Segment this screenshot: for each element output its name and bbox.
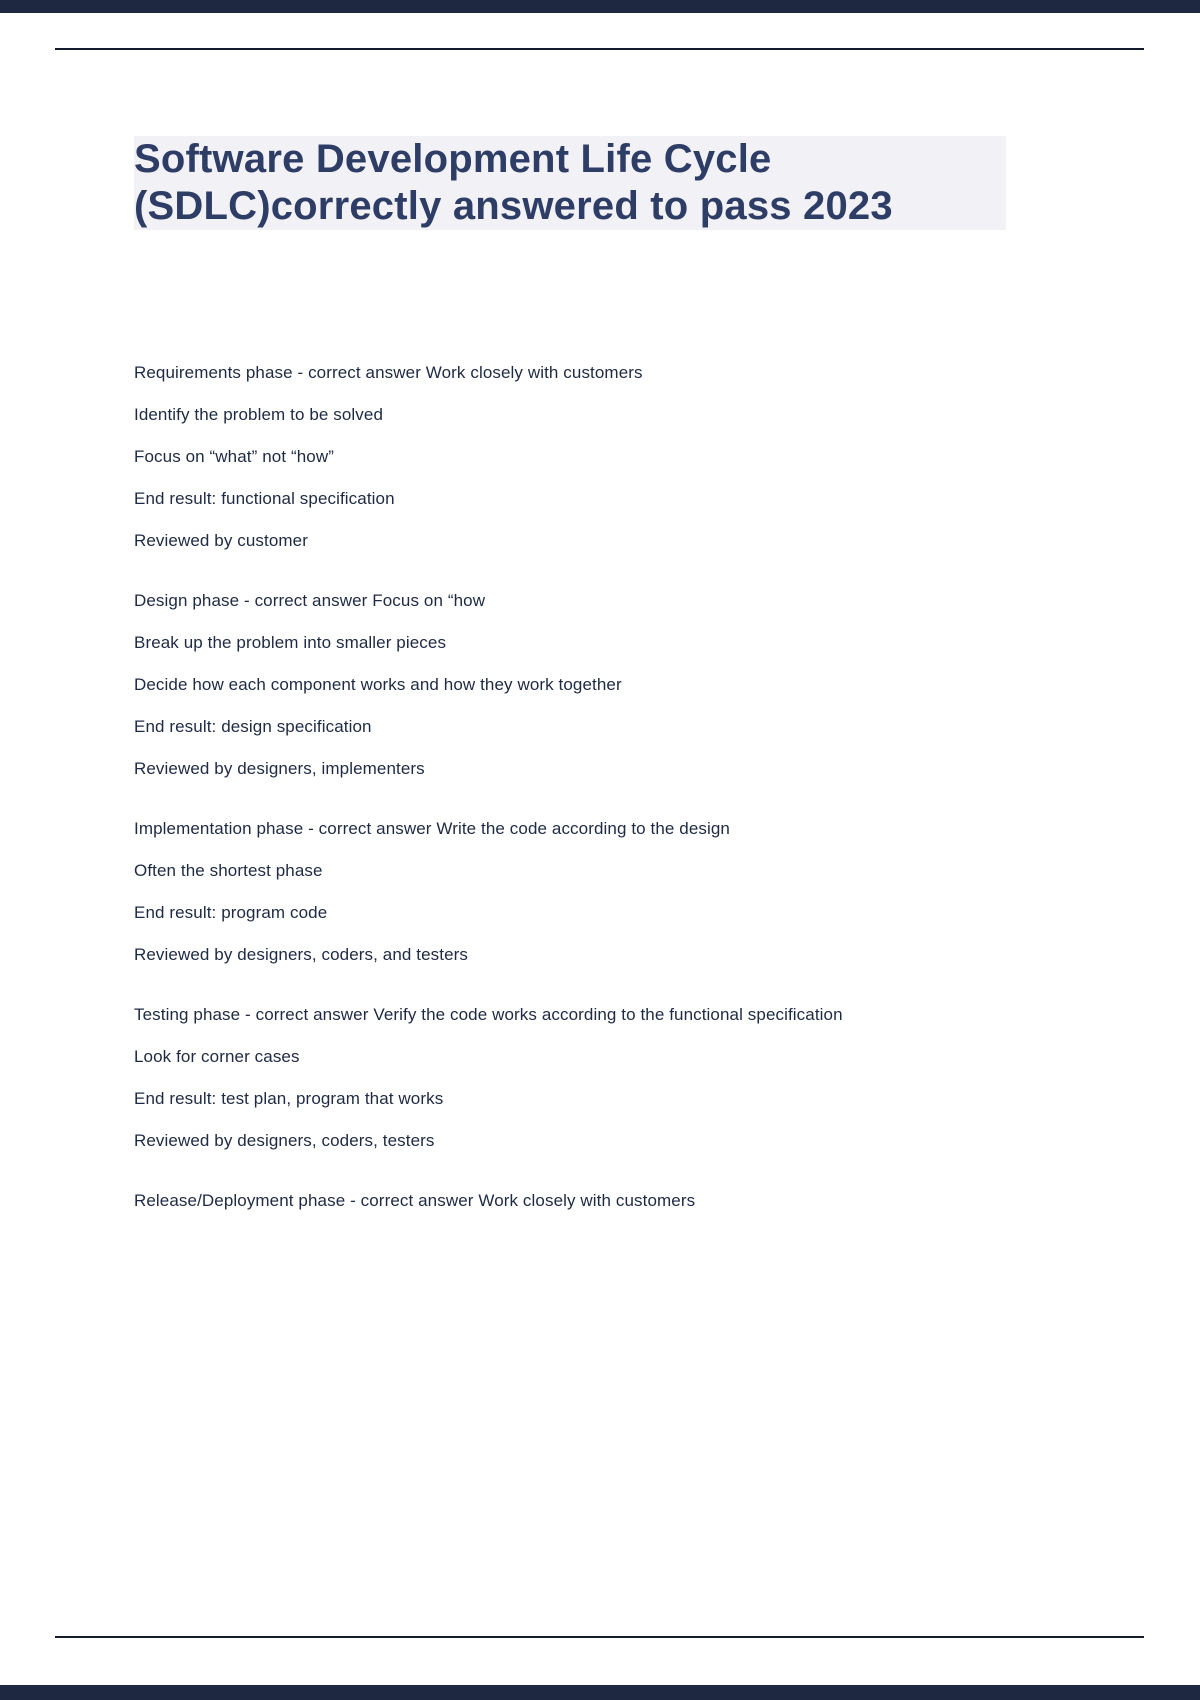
- body-line: Release/Deployment phase - correct answer Work closely with customers: [134, 1191, 696, 1210]
- body-line: Reviewed by designers, coders, and testers: [134, 945, 468, 964]
- body-line: Focus on “what” not “how”: [134, 447, 334, 466]
- body-line: Often the shortest phase: [134, 861, 323, 880]
- body-line: End result: test plan, program that works: [134, 1089, 444, 1108]
- body-line: Design phase - correct answer Focus on “how: [134, 591, 486, 610]
- page-content: [134, 136, 1110, 1252]
- body-line: Testing phase - correct answer Verify the code works according to the functional specification: [134, 1005, 843, 1024]
- body-line: End result: program code: [134, 903, 328, 922]
- body-line: Implementation phase - correct answer Write the code according to the design: [134, 819, 730, 838]
- footer-rule: [55, 1636, 1144, 1638]
- section-requirements-phase: [134, 364, 1110, 550]
- body-line: End result: design specification: [134, 717, 372, 736]
- body-line: Reviewed by designers, coders, testers: [134, 1131, 435, 1150]
- body-line: Requirements phase - correct answer Work closely with customers: [134, 363, 643, 382]
- section-release-deployment-phase: [134, 1192, 1110, 1210]
- body-line: Reviewed by customer: [134, 531, 308, 550]
- page-title-line-1: Software Development Life Cycle: [134, 137, 772, 181]
- body-line: Identify the problem to be solved: [134, 405, 384, 424]
- page-title: [134, 136, 1006, 230]
- body-line: Reviewed by designers, implementers: [134, 759, 425, 778]
- section-implementation-phase: [134, 820, 1110, 964]
- section-testing-phase: [134, 1006, 1110, 1150]
- top-edge-bar: [0, 0, 1200, 13]
- bottom-edge-bar: [0, 1685, 1200, 1700]
- body-line: End result: functional specification: [134, 489, 395, 508]
- page-title-line-2: (SDLC)correctly answered to pass 2023: [134, 184, 893, 228]
- body-line: Look for corner cases: [134, 1047, 300, 1066]
- section-design-phase: [134, 592, 1110, 778]
- header-rule: [55, 48, 1144, 50]
- body-line: Break up the problem into smaller pieces: [134, 633, 447, 652]
- body-line: Decide how each component works and how they work together: [134, 675, 622, 694]
